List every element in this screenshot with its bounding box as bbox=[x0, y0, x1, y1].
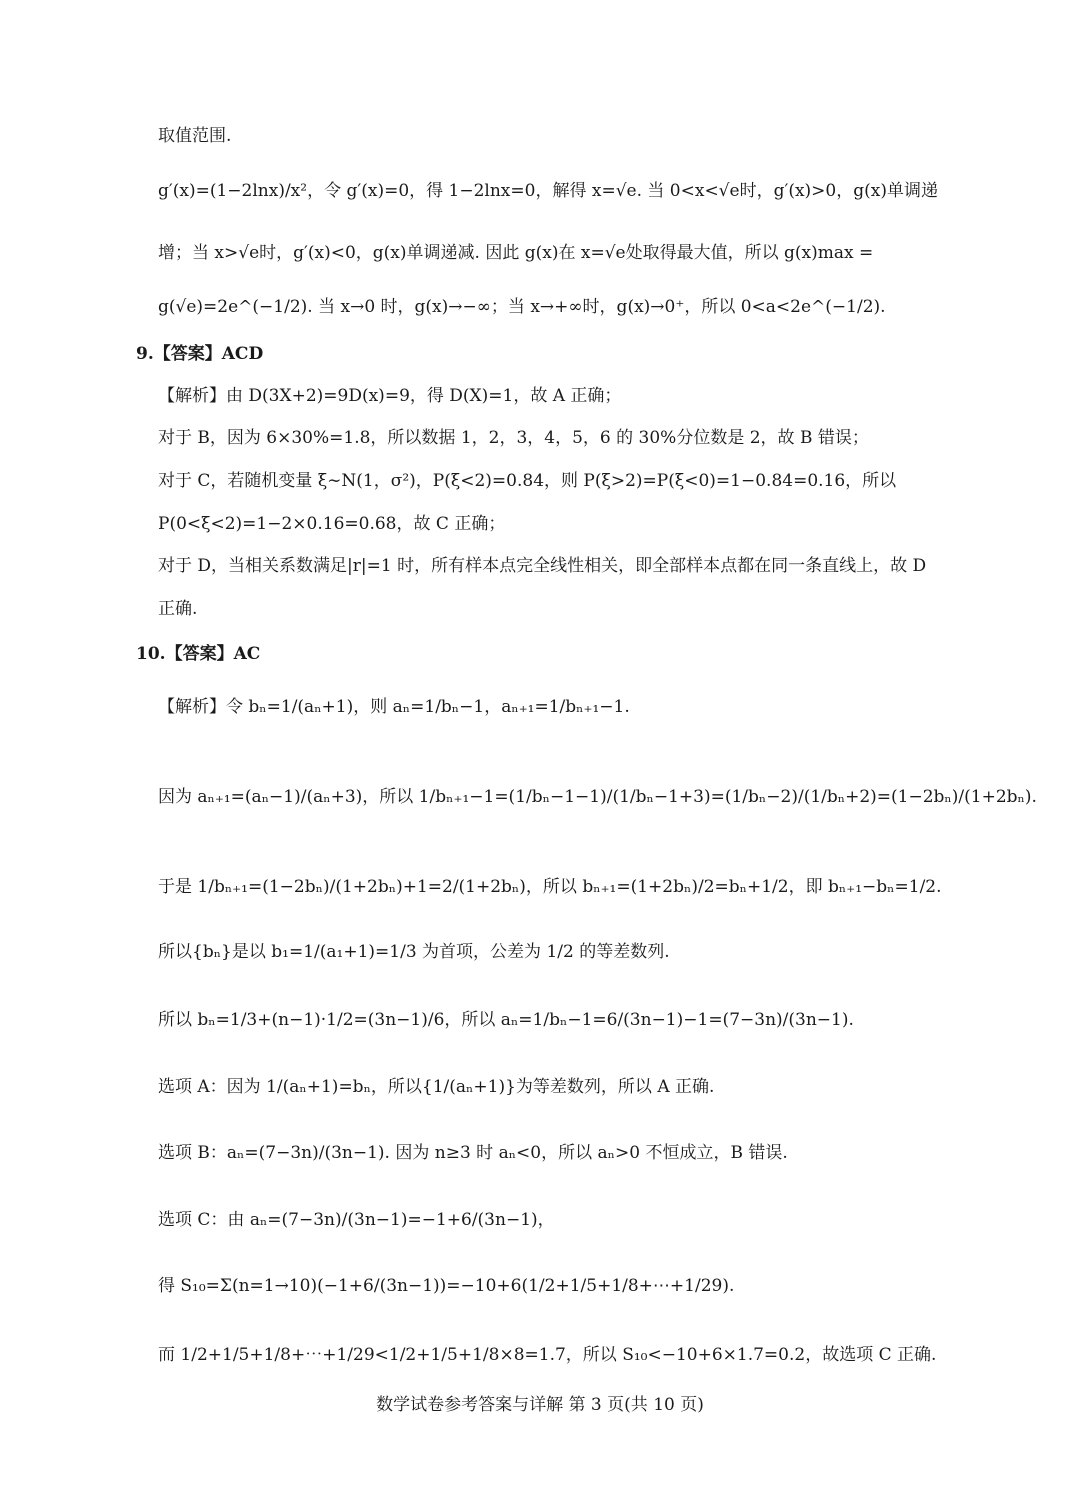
text-line: 所以{bₙ}是以 b₁=1/(a₁+1)=1/3 为首项，公差为 1/2 的等差数列. bbox=[158, 942, 670, 962]
text-line: 选项 A：因为 1/(aₙ+1)=bₙ，所以{1/(aₙ+1)}为等差数列，所以 A 正确. bbox=[158, 1077, 715, 1097]
text-line: 选项 B：aₙ=(7−3n)/(3n−1). 因为 n≥3 时 aₙ<0，所以 aₙ>0 不恒成立，B 错误. bbox=[158, 1143, 788, 1163]
text-line: 于是 1/bₙ₊₁=(1−2bₙ)/(1+2bₙ)+1=2/(1+2bₙ)，所以 bₙ₊₁=(1+2bₙ)/2=bₙ+1/2，即 bₙ₊₁−bₙ=1/2. bbox=[158, 877, 942, 897]
text-line: P(0<ξ<2)=1−2×0.16=0.68，故 C 正确； bbox=[158, 514, 506, 534]
text-line: 所以 bₙ=1/3+(n−1)·1/2=(3n−1)/6，所以 aₙ=1/bₙ−1=6/(3n−1)−1=(7−3n)/(3n−1). bbox=[158, 1010, 854, 1030]
text-line: 增；当 x>√e时，g′(x)<0，g(x)单调递减. 因此 g(x)在 x=√e处取得最大值，所以 g(x)max = bbox=[158, 243, 874, 263]
answer-heading-9: 9.【答案】ACD bbox=[136, 344, 264, 364]
text-line: 对于 B，因为 6×30%=1.8，所以数据 1，2，3，4，5，6 的 30%分位数是 2，故 B 错误； bbox=[158, 428, 869, 448]
text-line: g(√e)=2e^(−1/2). 当 x→0 时，g(x)→−∞；当 x→+∞时，g(x)→0⁺，所以 0<a<2e^(−1/2). bbox=[158, 297, 886, 317]
text-line: 得 S₁₀=Σ(n=1→10)(−1+6/(3n−1))=−10+6(1/2+1/5+1/8+⋯+1/29). bbox=[158, 1276, 735, 1296]
text-line: 取值范围. bbox=[158, 126, 232, 146]
text-line: 正确. bbox=[158, 599, 198, 619]
text-line: 【解析】令 bₙ=1/(aₙ+1)，则 aₙ=1/bₙ−1，aₙ₊₁=1/bₙ₊₁−1. bbox=[158, 697, 630, 717]
text-line: 对于 C，若随机变量 ξ∼N(1，σ²)，P(ξ<2)=0.84，则 P(ξ>2)=P(ξ<0)=1−0.84=0.16，所以 bbox=[158, 471, 897, 491]
text-line: g′(x)=(1−2lnx)/x²，令 g′(x)=0，得 1−2lnx=0，解得 x=√e. 当 0<x<√e时，g′(x)>0，g(x)单调递 bbox=[158, 181, 938, 201]
text-line: 而 1/2+1/5+1/8+⋯+1/29<1/2+1/5+1/8×8=1.7，所以 S₁₀<−10+6×1.7=0.2，故选项 C 正确. bbox=[158, 1345, 937, 1365]
text-line: 因为 aₙ₊₁=(aₙ−1)/(aₙ+3)，所以 1/bₙ₊₁−1=(1/bₙ−1−1)/(1/bₙ−1+3)=(1/bₙ−2)/(1/bₙ+2)=(1−2bₙ)/(1+2bₙ). bbox=[158, 787, 1037, 807]
answer-heading-10: 10.【答案】AC bbox=[136, 644, 261, 664]
text-line: 选项 C：由 aₙ=(7−3n)/(3n−1)=−1+6/(3n−1)， bbox=[158, 1210, 555, 1230]
text-line: 对于 D，当相关系数满足|r|=1 时，所有样本点完全线性相关，即全部样本点都在同一条直线上，故 D bbox=[158, 556, 927, 576]
text-line: 【解析】由 D(3X+2)=9D(x)=9，得 D(X)=1，故 A 正确； bbox=[158, 386, 622, 406]
page-footer: 数学试卷参考答案与详解 第 3 页(共 10 页) bbox=[376, 1395, 704, 1415]
